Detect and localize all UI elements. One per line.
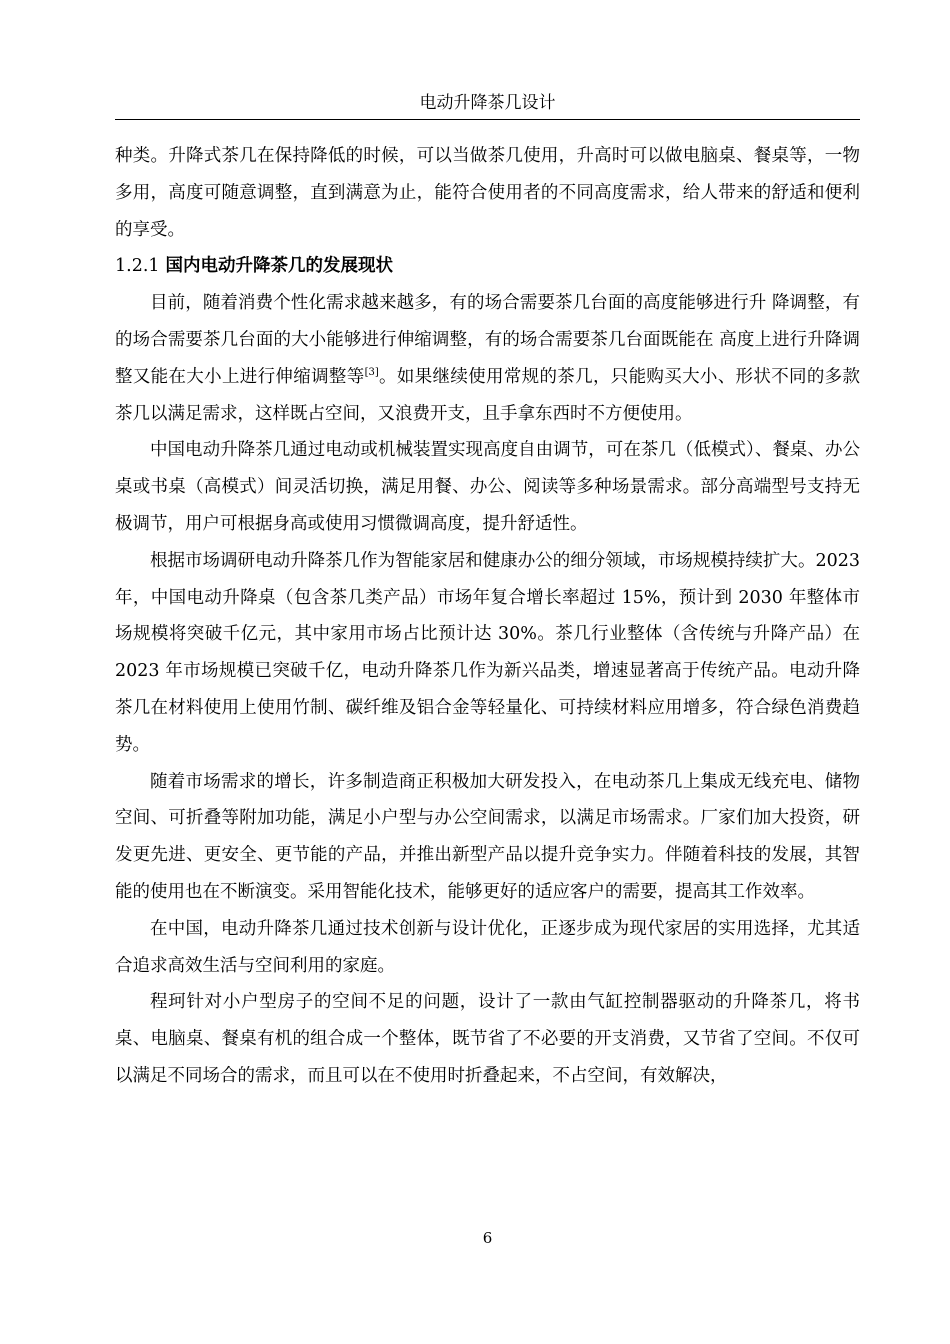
- paragraph-3: 根据市场调研电动升降茶几作为智能家居和健康办公的细分领域，市场规模持续扩大。2023 年，中国电动升降桌（包含茶几类产品）市场年复合增长率超过 15%，预计到 2030 年整体市场规模将突破千亿元，其中家用市场占比预计达 30%。茶几行业整体（含传统与升降产品）在 2023 年市场规模已突破千亿，电动升降茶几作为新兴品类，增速显著高于传统产品。电动升降茶几在材料使用上使用竹制、碳纤维及铝合金等轻量化、可持续材料应用增多，符合绿色消费趋势。: [115, 550, 860, 755]
- paragraph-1-main: 目前，随着消费个性化需求越来越多，有的场合需要茶几台面的高度能够进行升 降调整，有的场合需要茶几台面的大小能够进行伸缩调整，有的场合需要茶几台面既能在 高度上进行升降调整又能在大小上进行伸缩调整等: [115, 293, 860, 387]
- paragraph-2: 中国电动升降茶几通过电动或机械装置实现高度自由调节，可在茶几（低模式）、餐桌、办公桌或书桌（高模式）间灵活切换，满足用餐、办公、阅读等多种场景需求。部分高端型号支持无极调节，用户可根据身高或使用习惯微调高度，提升舒适性。: [115, 440, 860, 534]
- running-header-title: 电动升降茶几设计: [419, 93, 556, 113]
- section-number: 1.2.1: [115, 256, 160, 277]
- paragraph-5: 在中国，电动升降茶几通过技术创新与设计优化，正逐步成为现代家居的实用选择，尤其适合追求高效生活与空间利用的家庭。: [115, 918, 860, 976]
- paragraph-continuation: 种类。升降式茶几在保持降低的时候，可以当做茶几使用，升高时可以做电脑桌、餐桌等，一物多用，高度可随意调整，直到满意为止，能符合使用者的不同高度需求，给人带来的舒适和便利的享受。: [115, 146, 860, 240]
- section-title: 国内电动升降茶几的发展现状: [165, 256, 394, 277]
- paragraph-1-tail: 。如果继续使用常规的茶几，只能购买大小、形状不同的多款茶几以满足需求，这样既占空间，又浪费开支，且手拿东西时不方便使用。: [115, 366, 861, 424]
- body-text: [115, 138, 860, 1095]
- section-heading: [115, 248, 860, 285]
- paragraph-4: 随着市场需求的增长，许多制造商正积极加大研发投入，在电动茶几上集成无线充电、储物空间、可折叠等附加功能，满足小户型与办公空间需求，以满足市场需求。厂家们加大投资，研发更先进、更安全、更节能的产品，并推出新型产品以提升竞争实力。伴随着科技的发展，其智能的使用也在不断演变。采用智能化技术，能够更好的适应客户的需要，提高其工作效率。: [115, 771, 860, 902]
- paragraph-6: 程珂针对小户型房子的空间不足的问题，设计了一款由气缸控制器驱动的升降茶几，将书桌、电脑桌、餐桌有机的组合成一个整体，既节省了不必要的开支消费，又节省了空间。不仅可以满足不同场合的需求，而且可以在不使用时折叠起来，不占空间，有效解决，: [115, 992, 860, 1086]
- page-number: 6: [482, 1229, 493, 1247]
- paragraph-1: [115, 285, 860, 432]
- citation-ref: [3]: [364, 366, 379, 378]
- header-rule: [115, 119, 860, 120]
